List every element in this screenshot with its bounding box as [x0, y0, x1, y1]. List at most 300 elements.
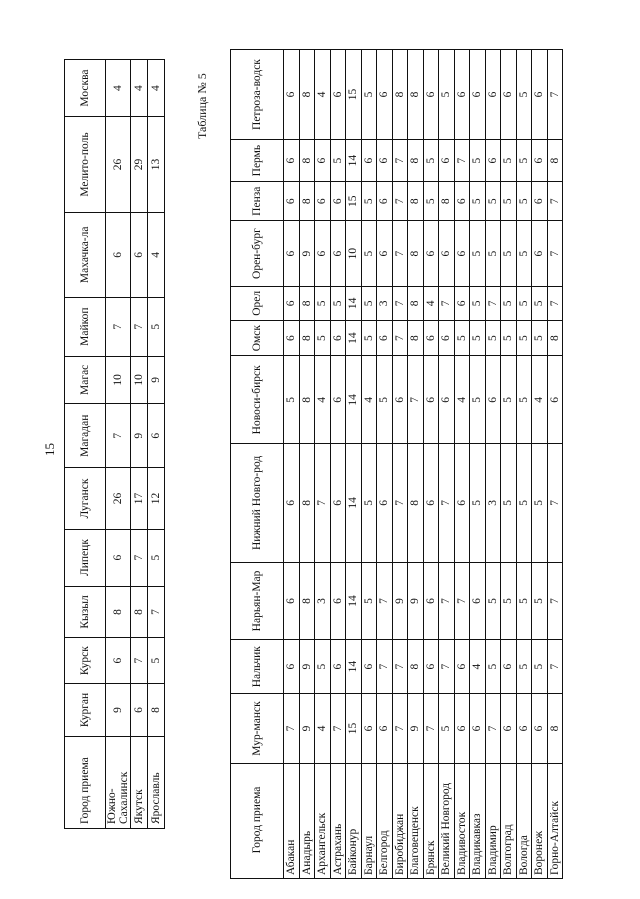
table-cell: 8	[131, 586, 148, 638]
bottom-table-header-row	[231, 50, 284, 879]
table-cell: 5	[485, 182, 501, 221]
table-cell: 6	[454, 640, 470, 694]
table-cell: 6	[454, 694, 470, 764]
table-cell: 6	[330, 562, 346, 640]
table-cell: 4	[106, 60, 131, 117]
row-city-cell: Великий Новгород	[439, 764, 455, 879]
table-cell: 7	[131, 529, 148, 586]
table-row	[346, 50, 362, 879]
table-cell: 6	[377, 320, 393, 356]
table-cell: 6	[284, 562, 300, 640]
table-cell: 6	[330, 356, 346, 444]
table-cell: 8	[408, 221, 424, 287]
table-cell: 6	[330, 640, 346, 694]
table-cell: 6	[454, 182, 470, 221]
table-cell: 8	[547, 694, 563, 764]
table-row	[361, 50, 377, 879]
table-cell: 6	[284, 140, 300, 182]
table-cell: 7	[485, 694, 501, 764]
table-cell: 6	[532, 694, 548, 764]
table-cell: 6	[423, 50, 439, 140]
column-header: Мур-манск	[231, 694, 284, 764]
table-cell: 5	[148, 638, 165, 684]
table-cell: 7	[330, 694, 346, 764]
table-cell: 7	[392, 221, 408, 287]
table-cell: 6	[315, 221, 331, 287]
table-cell: 5	[485, 320, 501, 356]
table-cell: 4	[454, 356, 470, 444]
table-cell: 5	[470, 444, 486, 562]
table-cell: 14	[346, 444, 362, 562]
table-cell: 5	[516, 320, 532, 356]
table-cell: 3	[315, 562, 331, 640]
table-cell: 7	[392, 320, 408, 356]
table-cell: 6	[330, 444, 346, 562]
table-cell: 7	[454, 140, 470, 182]
column-header: Пенза	[231, 182, 284, 221]
row-city-cell: Благовещенск	[408, 764, 424, 879]
table-cell: 6	[148, 404, 165, 468]
table-cell: 6	[361, 640, 377, 694]
row-city-cell: Белгород	[377, 764, 393, 879]
table-cell: 5	[532, 640, 548, 694]
table-cell: 7	[392, 444, 408, 562]
table-cell: 8	[299, 140, 315, 182]
table-cell: 8	[408, 444, 424, 562]
table-cell: 5	[361, 286, 377, 320]
table-cell: 5	[516, 562, 532, 640]
table-cell: 9	[106, 683, 131, 736]
table-cell: 10	[346, 221, 362, 287]
table-cell: 15	[346, 694, 362, 764]
row-city-cell: Ярославль	[148, 737, 165, 829]
table-cell: 6	[423, 562, 439, 640]
table-cell: 6	[377, 444, 393, 562]
table-cell: 7	[392, 182, 408, 221]
table-cell: 4	[131, 60, 148, 117]
table-cell: 6	[532, 182, 548, 221]
table-cell: 7	[485, 286, 501, 320]
table-cell: 6	[439, 320, 455, 356]
table-row	[470, 50, 486, 879]
table-cell: 7	[148, 586, 165, 638]
table-cell: 6	[532, 50, 548, 140]
table-cell: 14	[346, 640, 362, 694]
table-cell: 6	[284, 221, 300, 287]
table-cell: 6	[377, 694, 393, 764]
table-cell: 6	[315, 140, 331, 182]
row-city-cell: Архангельск	[315, 764, 331, 879]
table-cell: 6	[330, 50, 346, 140]
table-cell: 6	[361, 694, 377, 764]
table-cell: 9	[148, 356, 165, 403]
table-cell: 4	[532, 356, 548, 444]
table-cell: 7	[106, 297, 131, 356]
row-city-cell: Владивосток	[454, 764, 470, 879]
table-cell: 6	[377, 50, 393, 140]
table-row	[330, 50, 346, 879]
table-row	[408, 50, 424, 879]
table-cell: 6	[284, 640, 300, 694]
table-row	[439, 50, 455, 879]
table-cell: 8	[547, 320, 563, 356]
table-cell: 6	[361, 140, 377, 182]
table-cell: 5	[485, 221, 501, 287]
table-cell: 6	[439, 356, 455, 444]
table-cell: 6	[106, 529, 131, 586]
table-cell: 5	[516, 221, 532, 287]
row-city-cell: Горно-Алтайск	[547, 764, 563, 879]
table-cell: 7	[315, 444, 331, 562]
table-cell: 5	[501, 182, 517, 221]
table-cell: 6	[501, 50, 517, 140]
table-cell: 5	[361, 562, 377, 640]
table-cell: 8	[408, 640, 424, 694]
table-cell: 8	[299, 562, 315, 640]
table-cell: 8	[408, 140, 424, 182]
table-cell: 6	[454, 50, 470, 140]
table-cell: 5	[516, 286, 532, 320]
table-cell: 6	[330, 320, 346, 356]
column-header-city: Город приема	[65, 737, 106, 829]
table-cell: 8	[408, 182, 424, 221]
table-cell: 4	[315, 694, 331, 764]
table-cell: 5	[330, 286, 346, 320]
table-cell: 6	[516, 694, 532, 764]
table-cell: 6	[392, 356, 408, 444]
table-cell: 7	[547, 221, 563, 287]
table-cell: 6	[423, 640, 439, 694]
table-cell: 3	[377, 286, 393, 320]
table-cell: 7	[284, 694, 300, 764]
column-header: Липецк	[65, 529, 106, 586]
table-cell: 9	[408, 562, 424, 640]
table-cell: 6	[284, 320, 300, 356]
table-cell: 8	[299, 356, 315, 444]
table-cell: 6	[423, 221, 439, 287]
table-cell: 9	[299, 640, 315, 694]
row-city-cell: Владикавказ	[470, 764, 486, 879]
page-number: 15	[42, 443, 57, 456]
row-city-cell: Астрахань	[330, 764, 346, 879]
table-row	[131, 60, 148, 829]
table-row	[423, 50, 439, 879]
top-table-header-row	[65, 60, 106, 829]
table-row	[299, 50, 315, 879]
table-cell: 17	[131, 468, 148, 529]
table-cell: 5	[485, 562, 501, 640]
table-cell: 9	[392, 562, 408, 640]
column-header: Курск	[65, 638, 106, 684]
table-cell: 5	[501, 356, 517, 444]
table-cell: 7	[408, 356, 424, 444]
table-cell: 5	[470, 286, 486, 320]
column-header: Пермь	[231, 140, 284, 182]
table-cell: 4	[470, 640, 486, 694]
bottom-table-body	[284, 50, 563, 879]
table-cell: 6	[330, 182, 346, 221]
table-row	[547, 50, 563, 879]
top-table	[64, 59, 165, 829]
table-row	[532, 50, 548, 879]
table-row	[315, 50, 331, 879]
table-cell: 6	[470, 50, 486, 140]
row-city-cell: Якутск	[131, 737, 148, 829]
table-cell: 5	[284, 356, 300, 444]
table-cell: 4	[423, 286, 439, 320]
top-table-body	[106, 60, 165, 829]
table-cell: 5	[315, 640, 331, 694]
table-cell: 7	[547, 640, 563, 694]
column-header: Новоси-бирск	[231, 356, 284, 444]
table-cell: 4	[361, 356, 377, 444]
table-cell: 3	[485, 444, 501, 562]
table-cell: 8	[408, 50, 424, 140]
table-cell: 5	[501, 320, 517, 356]
table-cell: 10	[106, 356, 131, 403]
table-cell: 6	[454, 444, 470, 562]
table-cell: 6	[470, 562, 486, 640]
row-city-cell: Байконур	[346, 764, 362, 879]
table-cell: 14	[346, 320, 362, 356]
table-cell: 6	[106, 638, 131, 684]
table-cell: 5	[148, 297, 165, 356]
table-cell: 8	[439, 182, 455, 221]
column-header-city: Город приема	[231, 764, 284, 879]
table-cell: 8	[148, 683, 165, 736]
table-cell: 10	[131, 356, 148, 403]
row-city-cell: Абакан	[284, 764, 300, 879]
column-header: Москва	[65, 60, 106, 117]
table-cell: 5	[516, 182, 532, 221]
table-cell: 6	[423, 320, 439, 356]
table-cell: 6	[284, 50, 300, 140]
table-cell: 6	[547, 356, 563, 444]
table-cell: 5	[439, 694, 455, 764]
table-cell: 14	[346, 562, 362, 640]
table-cell: 7	[439, 444, 455, 562]
table-cell: 6	[532, 221, 548, 287]
table-cell: 6	[532, 140, 548, 182]
table-cell: 4	[148, 212, 165, 297]
table-cell: 5	[148, 529, 165, 586]
table-cell: 7	[392, 140, 408, 182]
table-cell: 6	[501, 640, 517, 694]
table-row	[454, 50, 470, 879]
table-cell: 6	[131, 212, 148, 297]
column-header: Нарьян-Мар	[231, 562, 284, 640]
table-row	[392, 50, 408, 879]
table-cell: 5	[470, 320, 486, 356]
column-header: Орел	[231, 286, 284, 320]
table-cell: 5	[501, 286, 517, 320]
table-cell: 4	[148, 60, 165, 117]
table-cell: 7	[423, 694, 439, 764]
table-cell: 14	[346, 140, 362, 182]
table-cell: 7	[547, 182, 563, 221]
table-cell: 8	[299, 286, 315, 320]
table-cell: 7	[439, 640, 455, 694]
table-cell: 6	[439, 140, 455, 182]
table-cell: 6	[439, 221, 455, 287]
table-cell: 6	[284, 182, 300, 221]
table-cell: 12	[148, 468, 165, 529]
table-cell: 7	[392, 694, 408, 764]
table-cell: 5	[532, 562, 548, 640]
table-cell: 7	[106, 404, 131, 468]
table-cell: 6	[284, 286, 300, 320]
table-cell: 7	[131, 297, 148, 356]
table-cell: 5	[501, 140, 517, 182]
table-cell: 6	[470, 694, 486, 764]
table-cell: 5	[361, 320, 377, 356]
table-row	[148, 60, 165, 829]
table-cell: 15	[346, 182, 362, 221]
column-header: Нижний Новго-род	[231, 444, 284, 562]
table-cell: 8	[106, 586, 131, 638]
table-cell: 9	[131, 404, 148, 468]
table-cell: 6	[485, 50, 501, 140]
table-cell: 5	[423, 140, 439, 182]
column-header: Махачка-ла	[65, 212, 106, 297]
table-cell: 6	[315, 182, 331, 221]
column-header: Магадан	[65, 404, 106, 468]
table-cell: 5	[501, 562, 517, 640]
table-cell: 5	[423, 182, 439, 221]
table-cell: 7	[454, 562, 470, 640]
table-cell: 13	[148, 117, 165, 213]
table-cell: 6	[131, 683, 148, 736]
table-cell: 29	[131, 117, 148, 213]
column-header: Магас	[65, 356, 106, 403]
column-header: Майкоп	[65, 297, 106, 356]
table-cell: 6	[377, 140, 393, 182]
table-cell: 5	[532, 286, 548, 320]
table-cell: 5	[532, 444, 548, 562]
table-cell: 6	[485, 356, 501, 444]
row-city-cell: Барнаул	[361, 764, 377, 879]
table-cell: 5	[377, 356, 393, 444]
table-cell: 5	[361, 444, 377, 562]
table-cell: 5	[470, 140, 486, 182]
table-cell: 4	[315, 356, 331, 444]
column-header: Орен-бург	[231, 221, 284, 287]
table-cell: 5	[361, 221, 377, 287]
table-cell: 5	[501, 221, 517, 287]
table-cell: 5	[439, 50, 455, 140]
table-cell: 5	[470, 356, 486, 444]
table-row	[516, 50, 532, 879]
table-cell: 6	[423, 356, 439, 444]
table-cell: 6	[454, 221, 470, 287]
row-city-cell: Воронеж	[532, 764, 548, 879]
table-cell: 7	[547, 50, 563, 140]
row-city-cell: Брянск	[423, 764, 439, 879]
table-cell: 5	[485, 640, 501, 694]
table-cell: 6	[284, 444, 300, 562]
column-header: Кызыл	[65, 586, 106, 638]
row-city-cell: Анадырь	[299, 764, 315, 879]
table-cell: 4	[315, 50, 331, 140]
row-city-cell: Владимир	[485, 764, 501, 879]
table-cell: 26	[106, 117, 131, 213]
table-cell: 7	[377, 640, 393, 694]
table-cell: 5	[315, 286, 331, 320]
table-cell: 6	[330, 221, 346, 287]
table-row	[485, 50, 501, 879]
table-cell: 8	[299, 50, 315, 140]
table-row	[284, 50, 300, 879]
table-cell: 14	[346, 356, 362, 444]
table-row	[106, 60, 131, 829]
table-cell: 8	[299, 320, 315, 356]
column-header: Омск	[231, 320, 284, 356]
table-cell: 15	[346, 50, 362, 140]
table-cell: 5	[361, 50, 377, 140]
table-row	[377, 50, 393, 879]
table-cell: 8	[408, 320, 424, 356]
row-city-cell: Южно-Сахалинск	[106, 737, 131, 829]
table-cell: 5	[516, 140, 532, 182]
table-cell: 7	[439, 562, 455, 640]
table-cell: 7	[547, 562, 563, 640]
table-cell: 8	[299, 182, 315, 221]
table-cell: 8	[408, 286, 424, 320]
table-cell: 6	[106, 212, 131, 297]
table-cell: 8	[392, 50, 408, 140]
table-cell: 6	[377, 182, 393, 221]
table-cell: 7	[392, 286, 408, 320]
table-cell: 9	[299, 694, 315, 764]
table-cell: 5	[516, 444, 532, 562]
table-cell: 14	[346, 286, 362, 320]
bottom-table	[230, 49, 563, 879]
table-cell: 5	[516, 640, 532, 694]
column-header: Курган	[65, 683, 106, 736]
table-cell: 7	[392, 640, 408, 694]
table-cell: 9	[299, 221, 315, 287]
row-city-cell: Вологда	[516, 764, 532, 879]
row-city-cell: Волгоград	[501, 764, 517, 879]
column-header: Петроза-водск	[231, 50, 284, 140]
column-header: Мелито-поль	[65, 117, 106, 213]
table-cell: 6	[377, 221, 393, 287]
table-cell: 7	[131, 638, 148, 684]
table-cell: 6	[485, 140, 501, 182]
table-cell: 7	[439, 286, 455, 320]
table-cell: 6	[454, 286, 470, 320]
table-cell: 8	[547, 140, 563, 182]
table-cell: 5	[470, 221, 486, 287]
table-cell: 9	[408, 694, 424, 764]
table-cell: 7	[547, 444, 563, 562]
column-header: Луганск	[65, 468, 106, 529]
table-row	[501, 50, 517, 879]
table-cell: 6	[423, 444, 439, 562]
table-cell: 26	[106, 468, 131, 529]
table-cell: 5	[470, 182, 486, 221]
table-cell: 5	[330, 140, 346, 182]
table-cell: 5	[454, 320, 470, 356]
table-cell: 6	[501, 694, 517, 764]
row-city-cell: Биробиджан	[392, 764, 408, 879]
column-header: Нальчик	[231, 640, 284, 694]
table-cell: 5	[516, 356, 532, 444]
table-cell: 5	[361, 182, 377, 221]
table-cell: 5	[516, 50, 532, 140]
table-cell: 7	[377, 562, 393, 640]
table-cell: 5	[315, 320, 331, 356]
